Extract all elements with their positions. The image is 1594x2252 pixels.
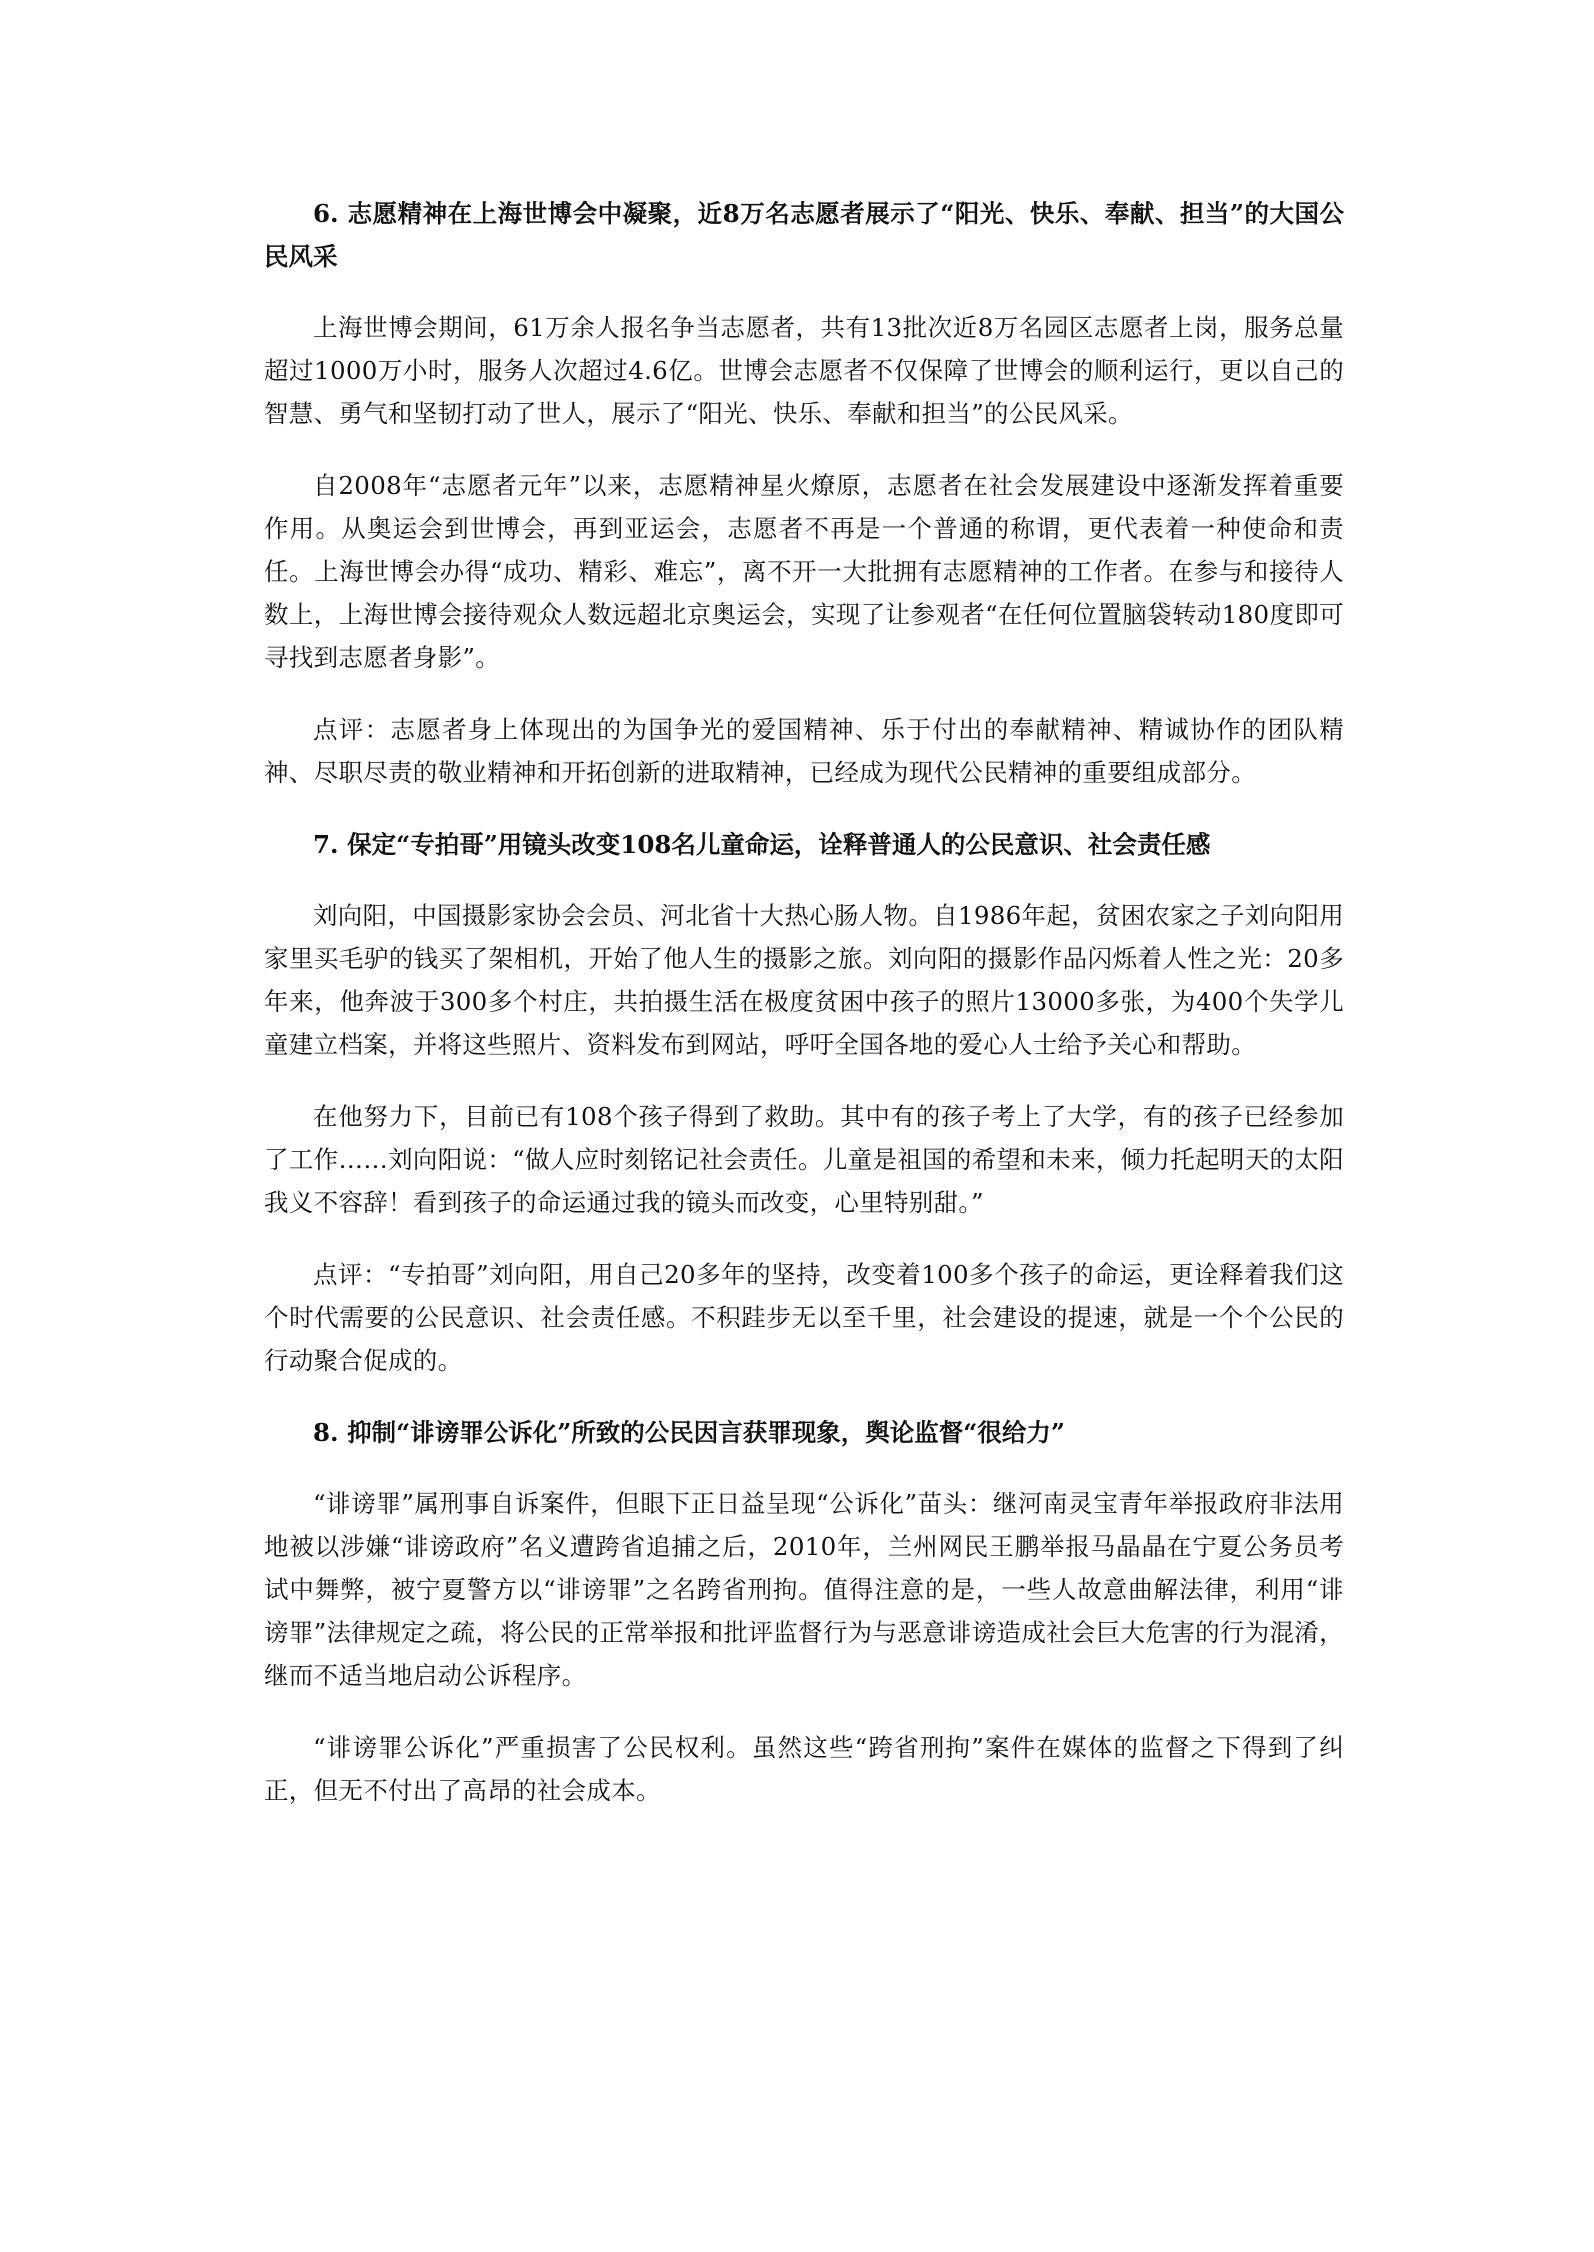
paragraph: 在他努力下，目前已有108个孩子得到了救助。其中有的孩子考上了大学，有的孩子已经参加了工作……刘向阳说：“做人应时刻铭记社会责任。儿童是祖国的希望和未来，倾力托起明天的太阳我义不容辞！看到孩子的命运通过我的镜头而改变，心里特别甜。” — [264, 1102, 1344, 1217]
section-heading: 6. 志愿精神在上海世博会中凝聚，近8万名志愿者展示了“阳光、快乐、奉献、担当”的大国公民风采 — [264, 199, 1344, 271]
commentary-paragraph: 点评：志愿者身上体现出的为国争光的爱国精神、乐于付出的奉献精神、精诚协作的团队精神、尽职尽责的敬业精神和开拓创新的进取精神，已经成为现代公民精神的重要组成部分。 — [264, 715, 1344, 787]
document-body — [264, 192, 1344, 1841]
commentary-paragraph: 点评：“专拍哥”刘向阳，用自己20多年的坚持，改变着100多个孩子的命运，更诠释着我们这个时代需要的公民意识、社会责任感。不积跬步无以至千里，社会建设的提速，就是一个个公民的行动聚合促成的。 — [264, 1260, 1344, 1375]
paragraph: “诽谤罪公诉化”严重损害了公民权利。虽然这些“跨省刑拘”案件在媒体的监督之下得到了纠正，但无不付出了高昂的社会成本。 — [264, 1733, 1344, 1805]
section-heading: 8. 抑制“诽谤罪公诉化”所致的公民因言获罪现象，舆论监督“很给力” — [313, 1418, 1065, 1447]
section-6 — [264, 192, 1344, 794]
paragraph: 自2008年“志愿者元年”以来，志愿精神星火燎原，志愿者在社会发展建设中逐渐发挥着重要作用。从奥运会到世博会，再到亚运会，志愿者不再是一个普通的称谓，更代表着一种使命和责任。上海世博会办得“成功、精彩、难忘”，离不开一大批拥有志愿精神的工作者。在参与和接待人数上，上海世博会接待观众人数远超北京奥运会，实现了让参观者“在任何位置脑袋转动180度即可寻找到志愿者身影”。 — [264, 471, 1344, 672]
section-7 — [264, 823, 1344, 1382]
section-heading: 7. 保定“专拍哥”用镜头改变108名儿童命运，诠释普通人的公民意识、社会责任感 — [313, 830, 1211, 859]
paragraph: 上海世博会期间，61万余人报名争当志愿者，共有13批次近8万名园区志愿者上岗，服务总量超过1000万小时，服务人次超过4.6亿。世博会志愿者不仅保障了世博会的顺利运行，更以自己的智慧、勇气和坚韧打动了世人，展示了“阳光、快乐、奉献和担当”的公民风采。 — [264, 313, 1344, 428]
paragraph: “诽谤罪”属刑事自诉案件，但眼下正日益呈现“公诉化”苗头：继河南灵宝青年举报政府非法用地被以涉嫌“诽谤政府”名义遭跨省追捕之后，2010年，兰州网民王鹏举报马晶晶在宁夏公务员考试中舞弊，被宁夏警方以“诽谤罪”之名跨省刑拘。值得注意的是，一些人故意曲解法律，利用“诽谤罪”法律规定之疏，将公民的正常举报和批评监督行为与恶意诽谤造成社会巨大危害的行为混淆，继而不适当地启动公诉程序。 — [264, 1489, 1344, 1690]
section-8 — [264, 1411, 1344, 1812]
paragraph: 刘向阳，中国摄影家协会会员、河北省十大热心肠人物。自1986年起，贫困农家之子刘向阳用家里买毛驴的钱买了架相机，开始了他人生的摄影之旅。刘向阳的摄影作品闪烁着人性之光：20多年来，他奔波于300多个村庄，共拍摄生活在极度贫困中孩子的照片13000多张，为400个失学儿童建立档案，并将这些照片、资料发布到网站，呼吁全国各地的爱心人士给予关心和帮助。 — [264, 901, 1344, 1059]
